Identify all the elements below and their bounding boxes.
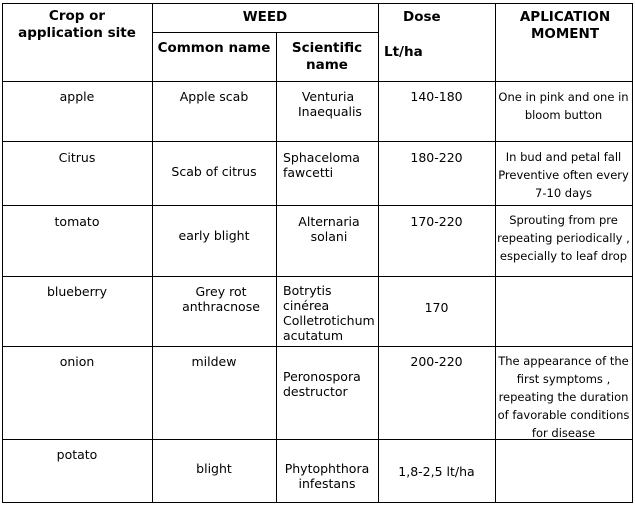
row-dose: 170-220 xyxy=(410,214,463,229)
moment-line: repeating periodically , xyxy=(497,231,630,245)
header-crop: Crop or application site xyxy=(18,8,136,41)
row-crop: potato xyxy=(56,447,98,462)
row-divider xyxy=(2,346,633,347)
row-dose: 170 xyxy=(424,300,449,315)
row-scientific-name: Peronospora destructor xyxy=(283,369,361,399)
row-dose: 180-220 xyxy=(410,150,463,165)
row-common-name: Grey rot anthracnose xyxy=(182,284,260,314)
moment-line: of favorable conditions xyxy=(497,408,630,422)
row-scientific-name: Alternaria solani xyxy=(298,214,360,244)
header-weed: WEED xyxy=(242,9,288,25)
row-crop: Citrus xyxy=(58,150,96,165)
row-divider xyxy=(2,205,633,206)
col-divider xyxy=(495,3,496,503)
row-divider xyxy=(2,81,633,82)
row-divider xyxy=(2,141,633,142)
header-application-moment: APLICATION MOMENT xyxy=(519,9,611,42)
header-common-name: Common name xyxy=(157,40,271,56)
row-moment xyxy=(497,211,630,265)
row-dose: 1,8-2,5 lt/ha xyxy=(398,464,475,479)
row-scientific-name: Sphaceloma fawcetti xyxy=(283,150,360,180)
col-divider xyxy=(276,32,277,503)
moment-line: repeating the duration xyxy=(498,390,629,404)
weed-header-divider xyxy=(152,32,378,33)
row-crop: apple xyxy=(59,89,95,104)
border-top xyxy=(2,3,633,4)
header-scientific-name: Scientific name xyxy=(291,40,363,73)
moment-line: Sprouting from pre xyxy=(509,213,618,227)
moment-line: Preventive often every xyxy=(498,168,629,182)
border-right xyxy=(632,3,633,503)
row-dose: 200-220 xyxy=(410,354,463,369)
moment-line: One in pink and one in xyxy=(498,90,629,104)
header-dose: Dose xyxy=(403,9,441,25)
row-moment xyxy=(497,352,630,442)
row-crop: blueberry xyxy=(46,284,108,299)
moment-line: especially to leaf drop xyxy=(499,249,628,263)
row-common-name: Apple scab xyxy=(179,89,249,104)
moment-line: In bud and petal fall xyxy=(505,150,622,164)
moment-line: 7-10 days xyxy=(535,186,592,200)
row-crop: tomato xyxy=(54,214,100,229)
header-dose-unit: Lt/ha xyxy=(384,44,423,60)
moment-line: bloom button xyxy=(524,108,603,122)
border-bottom xyxy=(2,502,633,503)
col-divider xyxy=(378,3,379,503)
row-common-name: early blight xyxy=(178,228,250,243)
row-scientific-name: Botrytis cinérea Colletrotichum acutatum xyxy=(283,283,375,343)
moment-line: for disease xyxy=(531,426,596,440)
row-scientific-name: Phytophthora infestans xyxy=(284,461,370,491)
row-moment xyxy=(497,88,630,124)
row-common-name: Scab of citrus xyxy=(171,164,257,179)
col-divider xyxy=(152,3,153,503)
border-left xyxy=(2,3,3,503)
moment-line: first symptoms , xyxy=(516,372,611,386)
row-common-name: mildew xyxy=(191,354,237,369)
row-crop: onion xyxy=(59,354,95,369)
row-common-name: blight xyxy=(196,461,232,476)
moment-line: The appearance of the xyxy=(498,354,629,368)
row-moment xyxy=(497,148,630,202)
row-divider xyxy=(2,276,633,277)
row-scientific-name: Venturia Inaequalis xyxy=(298,89,362,119)
row-dose: 140-180 xyxy=(410,89,463,104)
